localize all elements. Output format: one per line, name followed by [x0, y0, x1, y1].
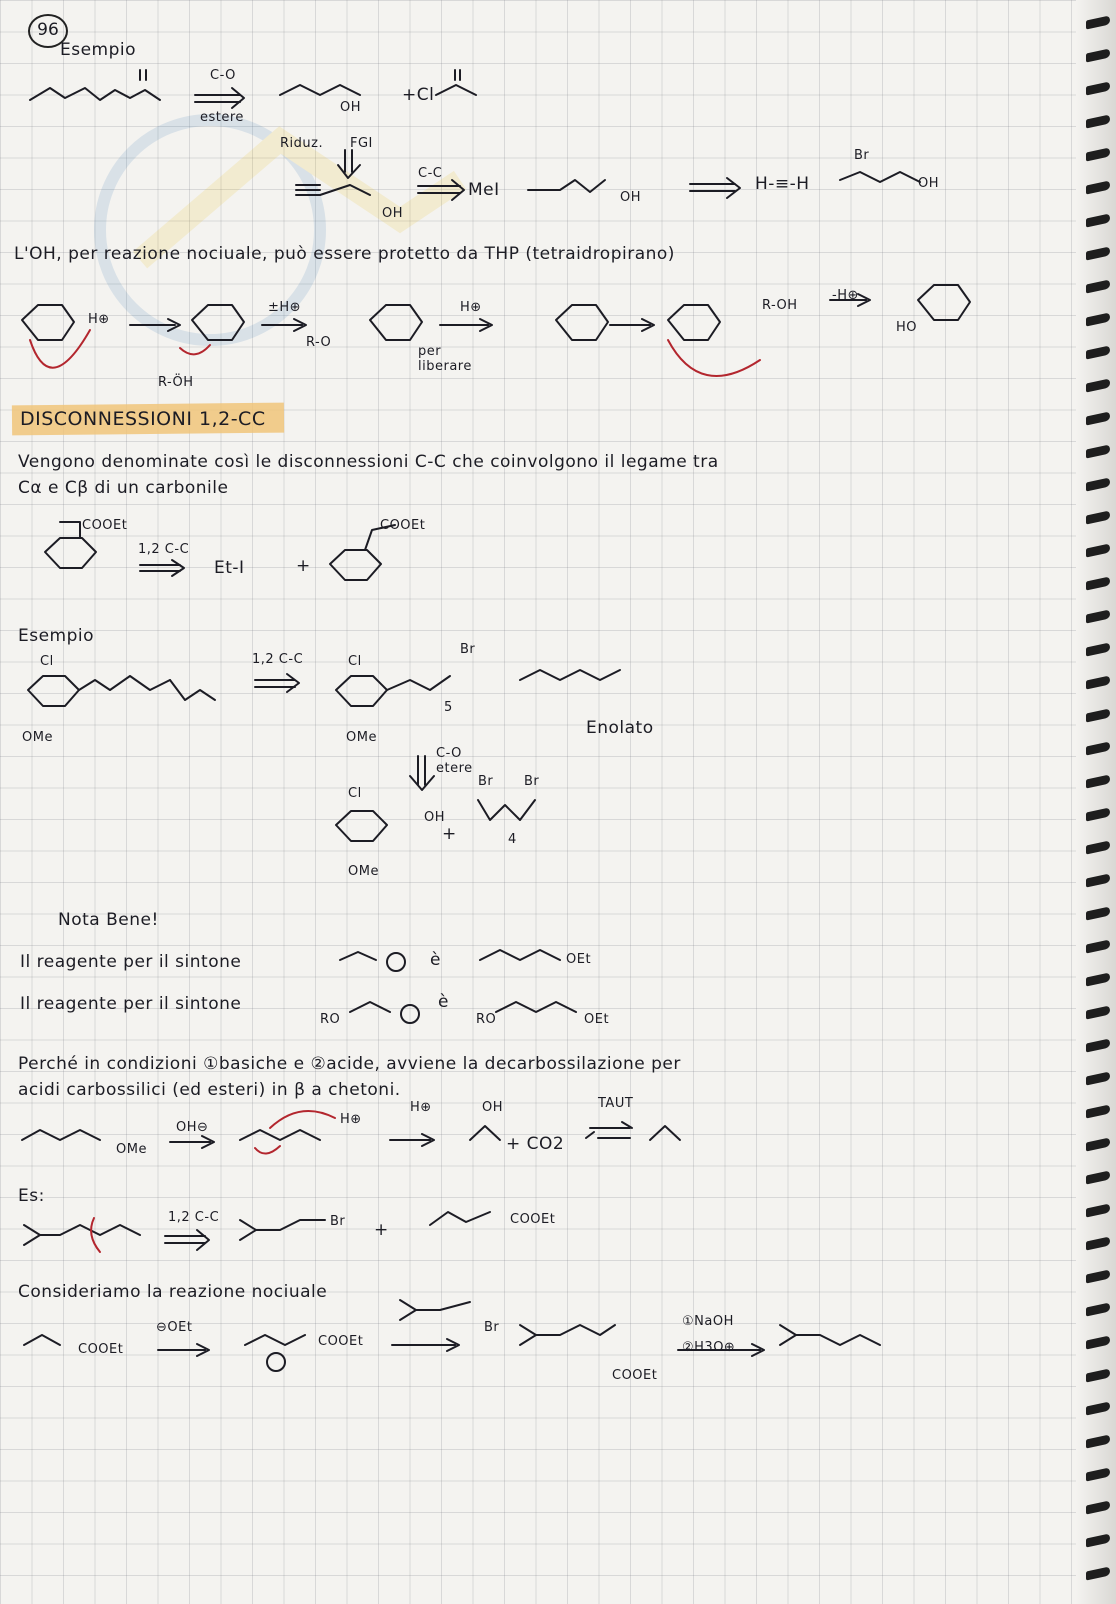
nota-ro-2: RO: [476, 1012, 497, 1027]
notebook-binding: [1076, 0, 1116, 1604]
ex2-cl-2: Cl: [348, 654, 362, 669]
cons-cooet-2: COOEt: [318, 1334, 364, 1349]
cc-label: C-C: [418, 166, 443, 181]
decarb-ome: OMe: [116, 1142, 147, 1157]
oh-label-3: OH: [620, 190, 642, 205]
es-plus: +: [374, 1220, 389, 1240]
ex2-co-etere: C-O etere: [436, 746, 473, 776]
cons-cooet-3: COOEt: [612, 1368, 658, 1383]
oh-label-4: OH: [918, 176, 940, 191]
decarb-oh: OH: [482, 1100, 504, 1115]
cons-oet: ⊖OEt: [156, 1320, 193, 1335]
pyr-cooet-2: COOEt: [380, 518, 426, 533]
perche-line-2: acidi carbossilici (ed esteri) in β a chetoni.: [18, 1080, 401, 1100]
thp-r-oh: R-OH: [762, 298, 798, 313]
pyr-cooet-1: COOEt: [82, 518, 128, 533]
ex2-br: Br: [460, 642, 476, 657]
br-label-1: Br: [854, 148, 870, 163]
decarb-oh-minus: OH⊖: [176, 1120, 209, 1135]
ex2-n4: 4: [508, 832, 517, 847]
pyr-arrow-label: 1,2 C-C: [138, 542, 190, 557]
ex2-cl-3: Cl: [348, 786, 362, 801]
decarb-co2: + CO2: [506, 1134, 565, 1154]
nota-oet-1: OEt: [566, 952, 592, 967]
ex2-n5: 5: [444, 700, 453, 715]
pyr-eti: Et-I: [214, 558, 245, 578]
fgi-label: FGI: [350, 136, 373, 151]
ex2-br-3: Br: [524, 774, 540, 789]
page-number: 96: [28, 14, 68, 48]
definition-line-1: Vengono denominate così le disconnessioni C-C che coinvolgono il legame tra: [18, 452, 719, 472]
perche-line-1: Perché in condizioni ①basiche e ②acide, avviene la decarbossilazione per: [18, 1054, 681, 1074]
cons-naoh: ①NaOH: [682, 1314, 734, 1329]
ex2-br-2: Br: [478, 774, 494, 789]
reagent-cl: +Cl: [402, 85, 435, 105]
cons-cooet-1: COOEt: [78, 1342, 124, 1357]
ex2-ome-1: OMe: [22, 730, 53, 745]
thp-h-plus: H⊕: [88, 312, 110, 327]
decarb-h-plus-1: H⊕: [340, 1112, 362, 1127]
thp-ro: R-O: [306, 335, 332, 350]
cons-h3o: ②H3O⊕: [682, 1340, 736, 1355]
thp-minus-h: -H⊕: [832, 288, 859, 303]
nota-ro-1: RO: [320, 1012, 341, 1027]
es-cooet: COOEt: [510, 1212, 556, 1227]
oh-label-2: OH: [382, 206, 404, 221]
ex2-arrow-label: 1,2 C-C: [252, 652, 304, 667]
definition-line-2: Cα e Cβ di un carbonile: [18, 478, 229, 498]
example-label-1: Esempio: [60, 40, 137, 60]
ex2-enolato: Enolato: [586, 718, 654, 738]
arrow-label-estere: estere: [200, 110, 244, 125]
ex2-ome-2: OMe: [346, 730, 377, 745]
thp-per-liberare: per liberare: [418, 344, 472, 374]
section-title-disconnessioni: DISCONNESSIONI 1,2-CC: [20, 408, 266, 430]
acetylene-label: H-≡-H: [755, 174, 810, 194]
mei-label: MeI: [468, 180, 500, 200]
es-label: Es:: [18, 1186, 45, 1206]
example-label-2: Esempio: [18, 626, 95, 646]
nota-line-1: Il reagente per il sintone: [20, 952, 242, 972]
cons-br: Br: [484, 1320, 500, 1335]
ex2-cl-1: Cl: [40, 654, 54, 669]
decarb-taut: TAUT: [598, 1096, 634, 1111]
arrow-label-co: C-O: [210, 68, 236, 83]
nota-e-1: è: [430, 950, 441, 970]
nota-bene: Nota Bene!: [58, 910, 159, 930]
thp-h-plus-2: H⊕: [460, 300, 482, 315]
ex2-plus: +: [442, 824, 457, 844]
riduz-label: Riduz.: [280, 136, 324, 151]
ex2-ome-3: OMe: [348, 864, 379, 879]
es-arrow-label: 1,2 C-C: [168, 1210, 220, 1225]
thp-ho: HO: [896, 320, 918, 335]
nota-e-2: è: [438, 992, 449, 1012]
oh-label-1: OH: [340, 100, 362, 115]
ex2-oh: OH: [424, 810, 446, 825]
nota-oet-2: OEt: [584, 1012, 610, 1027]
es-br: Br: [330, 1214, 346, 1229]
consideriamo-line: Consideriamo la reazione nociuale: [18, 1282, 328, 1302]
thp-pm-h: ±H⊕: [268, 300, 302, 315]
thp-text: L'OH, per reazione nociuale, può essere protetto da THP (tetraidropirano): [14, 244, 675, 264]
nota-line-2: Il reagente per il sintone: [20, 994, 242, 1014]
pyr-plus: +: [296, 556, 311, 576]
thp-roh: R-ÖH: [158, 375, 194, 390]
decarb-h-plus-2: H⊕: [410, 1100, 432, 1115]
